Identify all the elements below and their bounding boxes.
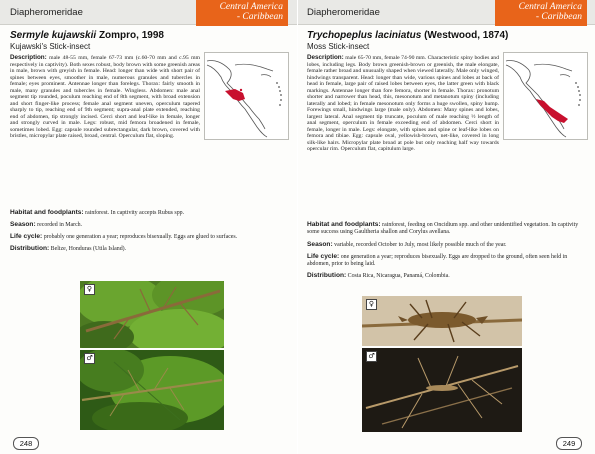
family-name: Diapheromeridae [10,7,83,18]
page-number: 248 [13,437,39,450]
female-photo [80,281,224,348]
common-name: Moss Stick-insect [307,42,370,51]
species-author: Zompro, 1998 [96,30,164,41]
common-name: Kujawski's Stick-insect [10,42,91,51]
region-line-2: - Caribbean [535,12,582,22]
distribution-section [307,273,586,280]
distribution-map [503,52,588,140]
habitat-label: Habitat and foodplants: [10,209,84,216]
distribution-text: Belize, Honduras (Utila Island). [49,246,127,252]
species-name: Trychopeplus laciniatus [307,30,422,41]
region-line-1: Central America [518,2,582,12]
habitat-section [10,210,287,217]
description-text: male 48-55 mm, female 67-73 mm (c.60-70 mm and c.95 mm respectively in captivity). Both sexes robust, body brown with some greenish areas in male, brown with greyish in female. Head: longer than wide with short pair of spines between eyes, smoother in male, numerous granules and tubercles in female; eyes prominent. Antennae longer than forelegs. Thorax: fairly smooth in male, many granules and tubercles in female. Wingless. Abdomen: male anal segment tip rounded, poculum reaching end of 8th segment, with broad extension and short finger-like process; female anal segment uneven, operculum tapered sharply to tip, reaching end of 9th segment; supra-anal plate extended, reaching end of abdomen, tip strongly incised. Cerci short and leaf-like in female, longer and strongly curved in male. Legs: robust, mid femora broadened in female, sometimes lobed. Egg: capsule rounded subrectangular, dark brown, covered with bristles, micropylar plate raised, broad, central. Operculum flat, sloping. [10,55,200,139]
male-photo [362,348,522,432]
season-text: recorded in March. [35,222,83,228]
range-belize-honduras [225,89,245,101]
map-image [205,53,288,139]
habitat-section [307,222,586,235]
species-title [307,30,508,41]
distribution-label: Distribution: [10,245,50,252]
species-name: Sermyle kujawskii [10,30,97,41]
region-tab [495,0,587,26]
region-line-1: Central America [219,2,283,12]
distribution-text: Costa Rica, Nicaragua, Panamá, Colombia. [346,273,450,279]
lifecycle-section [10,234,287,241]
page-header [298,0,595,25]
habitat-text: rainforest. In captivity accepts Rubus spp. [83,210,185,216]
species-title [10,30,164,41]
season-label: Season: [10,221,36,228]
male-symbol: ♂ [84,353,95,364]
distribution-label: Distribution: [307,272,347,279]
range-nicaragua-colombia [536,99,568,123]
season-section [10,222,287,229]
season-text: variable, recorded October to July, most likely possible much of the year. [332,242,507,248]
male-photo [80,350,224,430]
distribution-map [204,52,289,140]
lifecycle-label: Life cycle: [307,253,340,260]
description [10,55,200,140]
map-image [504,53,587,139]
species-author: (Westwood, 1874) [421,30,509,41]
lifecycle-text: probably one generation a year; reproduces bisexually. Eggs are glued to surfaces. [42,234,238,240]
left-page [0,0,297,454]
male-symbol: ♂ [366,351,377,362]
family-name: Diapheromeridae [307,7,380,18]
description-label: Description: [307,54,344,61]
lifecycle-section [307,254,586,267]
season-section [307,242,586,249]
region-line-2: - Caribbean [236,12,283,22]
habitat-text: rainforest, feeding on Oncidium spp. and other unidentified vegetation. In captivity some success using Gaultheria shallon and Corylus avellana. [307,222,579,235]
right-page [298,0,595,454]
female-symbol: ♀ [366,299,377,310]
lifecycle-text: one generation a year; reproduces bisexually. Eggs are dropped to the ground, often seen held in abdomen, prior to being laid. [307,254,568,267]
description-text: male 65-70 mm, female 74-90 mm. Characteristic spiny bodies and lobes, including legs. Body brown greenish-brown or greenish, the male elongate, female rather broad and unusually shaped when viewed laterally. Male only winged, hindwings transparent. Head: longer than wide, various spines and lobes at back of head in female, large pair of raised lobes between eyes, the latter green with black markings. Antennae longer than fore femora, shorter in female. Thorax: pronotum shorter and narrower than head, this, mesonotum and metanotum spiny (including laterally and lobed; in female mesonotum only forms a huge swollen, spiny hump. Forewings small, hindwings large (male only). Abdomen: Many spines and lobes, largest lateral. Anal segment tip truncate, poculum of male reaching ½ length of anal segment, operculum in female exceeding end of abdomen. Cerci short in female, longer in male. Legs: elongate, with spines and spine or leaf-like lobes on femora and tibiae. Egg: capsule oval, yellowish-brown, net-like, covered in long silk-like hairs. Micropylar plate broad at pole but only reaching half way towards opercular rim. Operculum flat, capitulum large. [307,55,499,152]
region-tab [196,0,288,26]
distribution-section [10,246,287,253]
female-photo [362,296,522,346]
habitat-label: Habitat and foodplants: [307,221,381,228]
season-label: Season: [307,241,333,248]
lifecycle-label: Life cycle: [10,233,43,240]
page-header [0,0,297,25]
female-symbol: ♀ [84,284,95,295]
description [307,55,499,153]
description-label: Description: [10,54,47,61]
page-number: 249 [556,437,582,450]
